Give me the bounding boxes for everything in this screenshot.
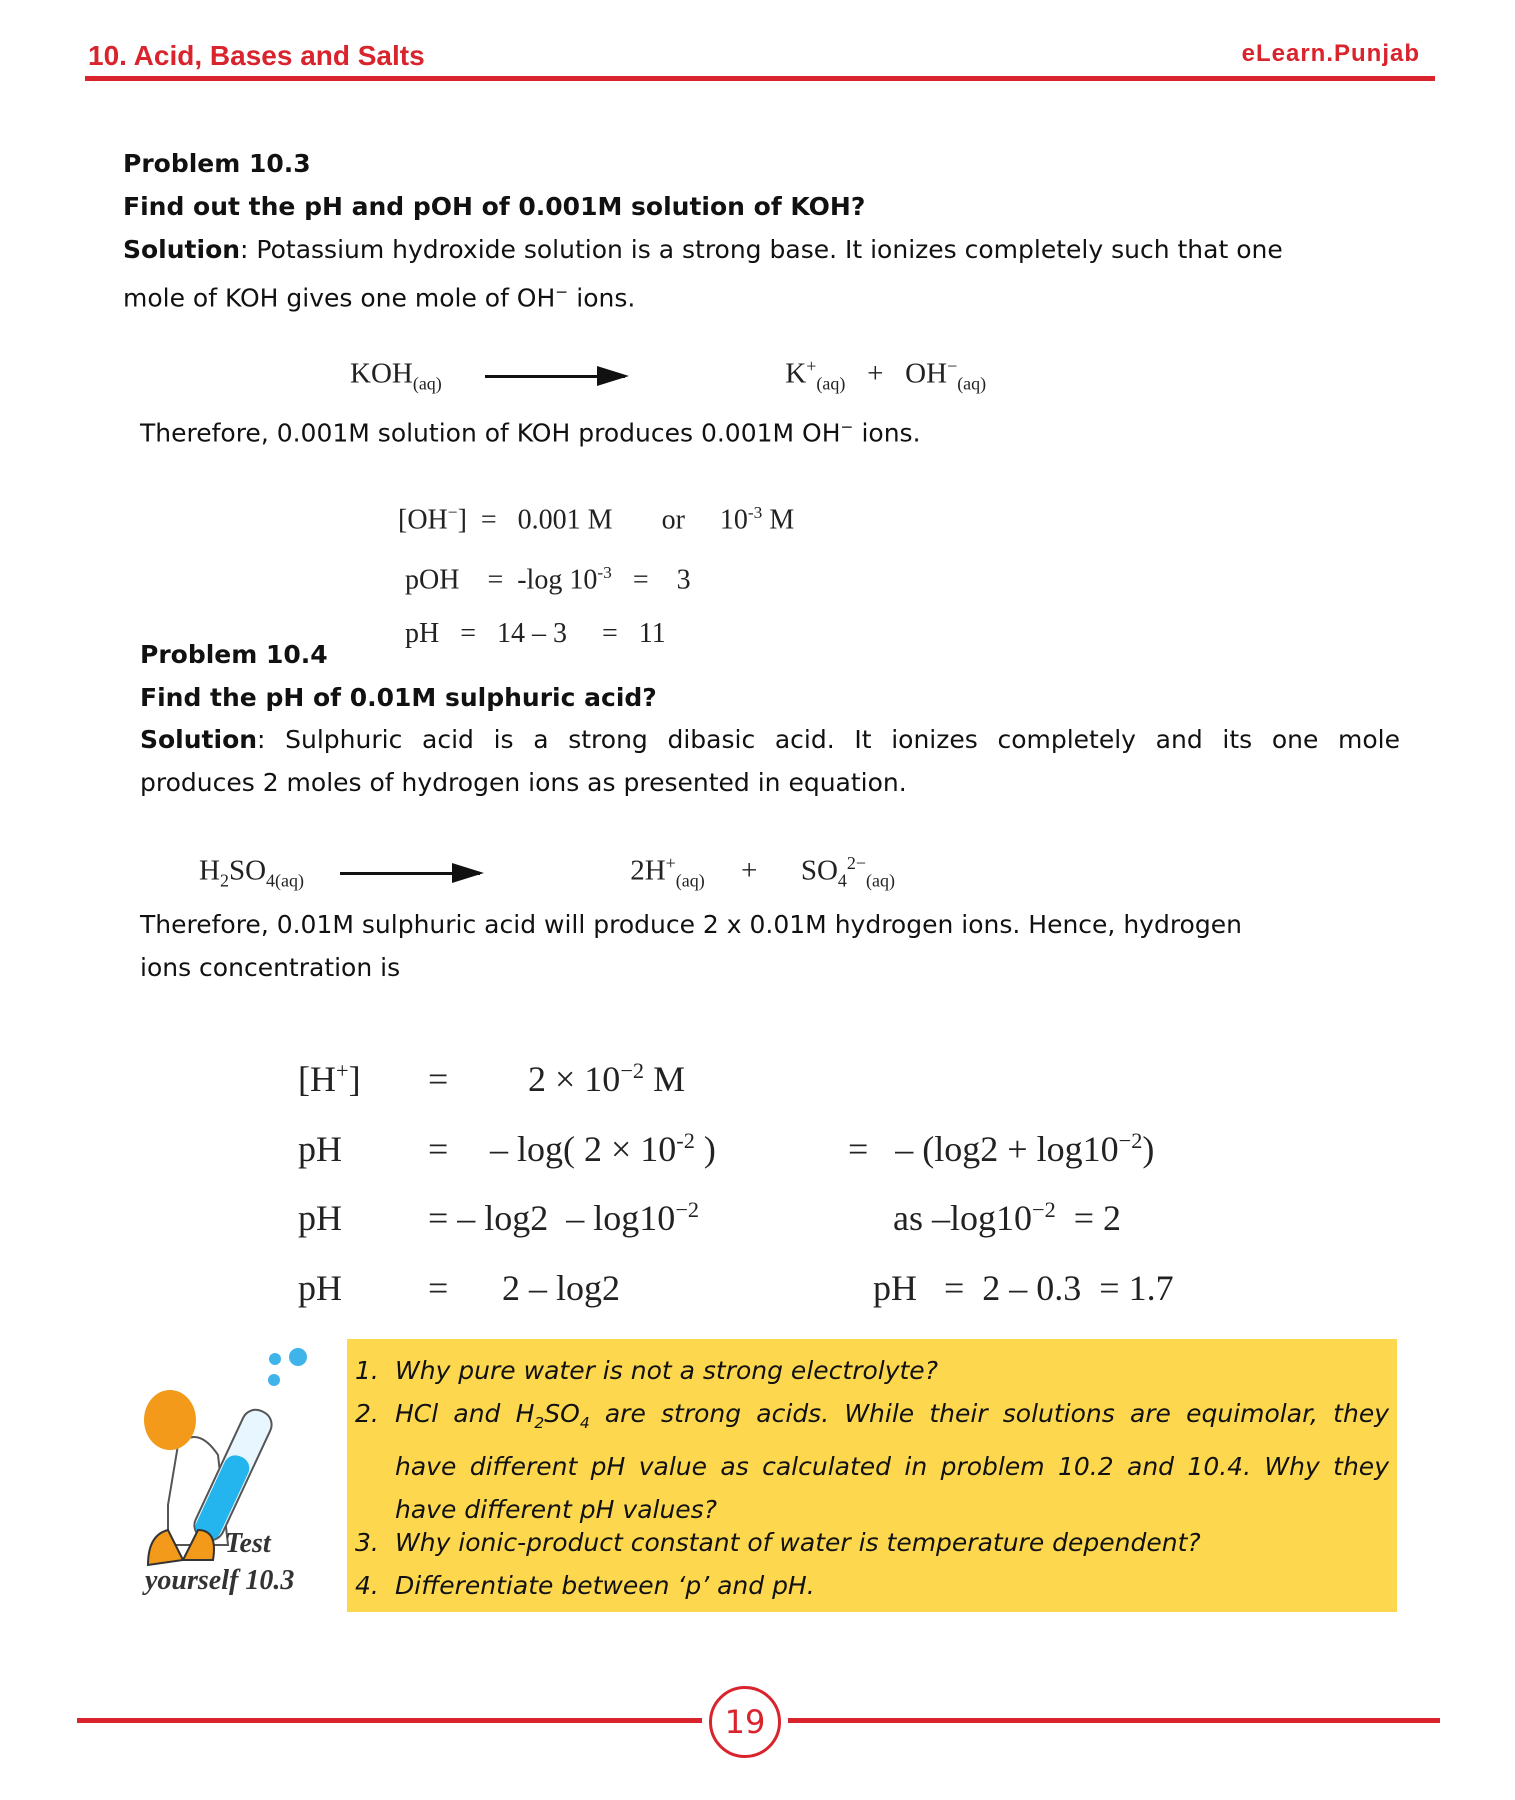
- t: ions.: [568, 283, 636, 313]
- t: SO: [544, 1399, 580, 1428]
- problem-10-3-solution-cont: mole of KOH gives one mole of OH− ions.: [123, 283, 636, 313]
- test-yourself-label: Test: [225, 1528, 271, 1559]
- t: mole of KOH gives one mole of OH: [123, 283, 556, 313]
- arrow-icon: [340, 872, 480, 875]
- test-yourself-box: [347, 1339, 1397, 1612]
- problem-10-4-question: Find the pH of 0.01M sulphuric acid?: [140, 683, 657, 712]
- footer-rule-left: [77, 1718, 702, 1723]
- n: 1.: [355, 1356, 379, 1385]
- n: 3.: [355, 1528, 379, 1557]
- t: ions.: [853, 418, 921, 448]
- t: Why ionic-product constant of water is temperature dependent?: [395, 1528, 1201, 1557]
- t: : Sulphuric acid is a strong dibasic acid. It ionizes completely and its one mole: [257, 725, 1400, 754]
- t: are strong acids. While their solutions are equimolar, they: [589, 1399, 1389, 1428]
- problem-10-3-question: Find out the pH and pOH of 0.001M solution of KOH?: [123, 192, 866, 221]
- solution-text: : Potassium hydroxide solution is a strong base. It ionizes completely such that one: [240, 235, 1283, 264]
- problem-10-4-solution: [140, 718, 1400, 761]
- t: 4: [579, 1414, 590, 1432]
- arrow-icon: [485, 375, 625, 378]
- chapter-title: 10. Acid, Bases and Salts: [88, 40, 425, 71]
- t: Why pure water is not a strong electrolyte?: [395, 1356, 938, 1385]
- t: Differentiate between ‘p’ and pH.: [395, 1571, 815, 1600]
- footer-rule-right: [788, 1718, 1440, 1723]
- question-item: [355, 1564, 1389, 1607]
- problem-10-4-title: Problem 10.4: [140, 640, 328, 669]
- t: Therefore, 0.001M solution of KOH produces 0.001M OH: [140, 418, 841, 448]
- header-rule: [85, 76, 1435, 81]
- koh-equation: $KOH_{(aq)}$ $K^+_{(aq)} + OH^-_{(aq)}$: [350, 356, 987, 394]
- problem-10-3-solution: [123, 228, 1283, 271]
- page-number: 19: [709, 1686, 781, 1758]
- brand-name: eLearn.Punjab: [1241, 40, 1420, 67]
- n: 4.: [355, 1571, 379, 1600]
- n: 2.: [355, 1399, 379, 1428]
- question-item: [355, 1392, 1389, 1531]
- h2so4-equation: $H_2SO_{4(aq)}$ $2H^+_{(aq)}$ + $SO_4^{2-}_{(aq)}$: [199, 853, 895, 891]
- problem-10-4-solution-cont: produces 2 moles of hydrogen ions as presented in equation.: [140, 768, 907, 797]
- solution-label: Solution: [140, 725, 258, 754]
- therefore-h2so4: Therefore, 0.01M sulphuric acid will produce 2 x 0.01M hydrogen ions. Hence, hydrogen: [140, 910, 1242, 939]
- problem-10-3-title: Problem 10.3: [123, 149, 311, 178]
- question-item: [355, 1349, 1389, 1392]
- therefore-h2so4-cont: ions concentration is: [140, 953, 401, 982]
- t: have different pH value as calculated in problem 10.2 and 10.4. Why they have different pH values?: [395, 1452, 1389, 1524]
- t: 2: [534, 1414, 545, 1432]
- solution-label: Solution: [123, 235, 241, 264]
- t: HCl and H: [395, 1399, 535, 1428]
- therefore-koh: Therefore, 0.001M solution of KOH produces 0.001M OH− ions.: [140, 418, 921, 448]
- koh-calculation: [OH−] = 0.001 M or $10^{-3}$ M pOH = -log $10^{-3}$ = 3 pH = 14 – 3 = 11: [398, 503, 795, 649]
- question-item: [355, 1521, 1389, 1564]
- test-yourself-label-2: yourself 10.3: [145, 1565, 295, 1596]
